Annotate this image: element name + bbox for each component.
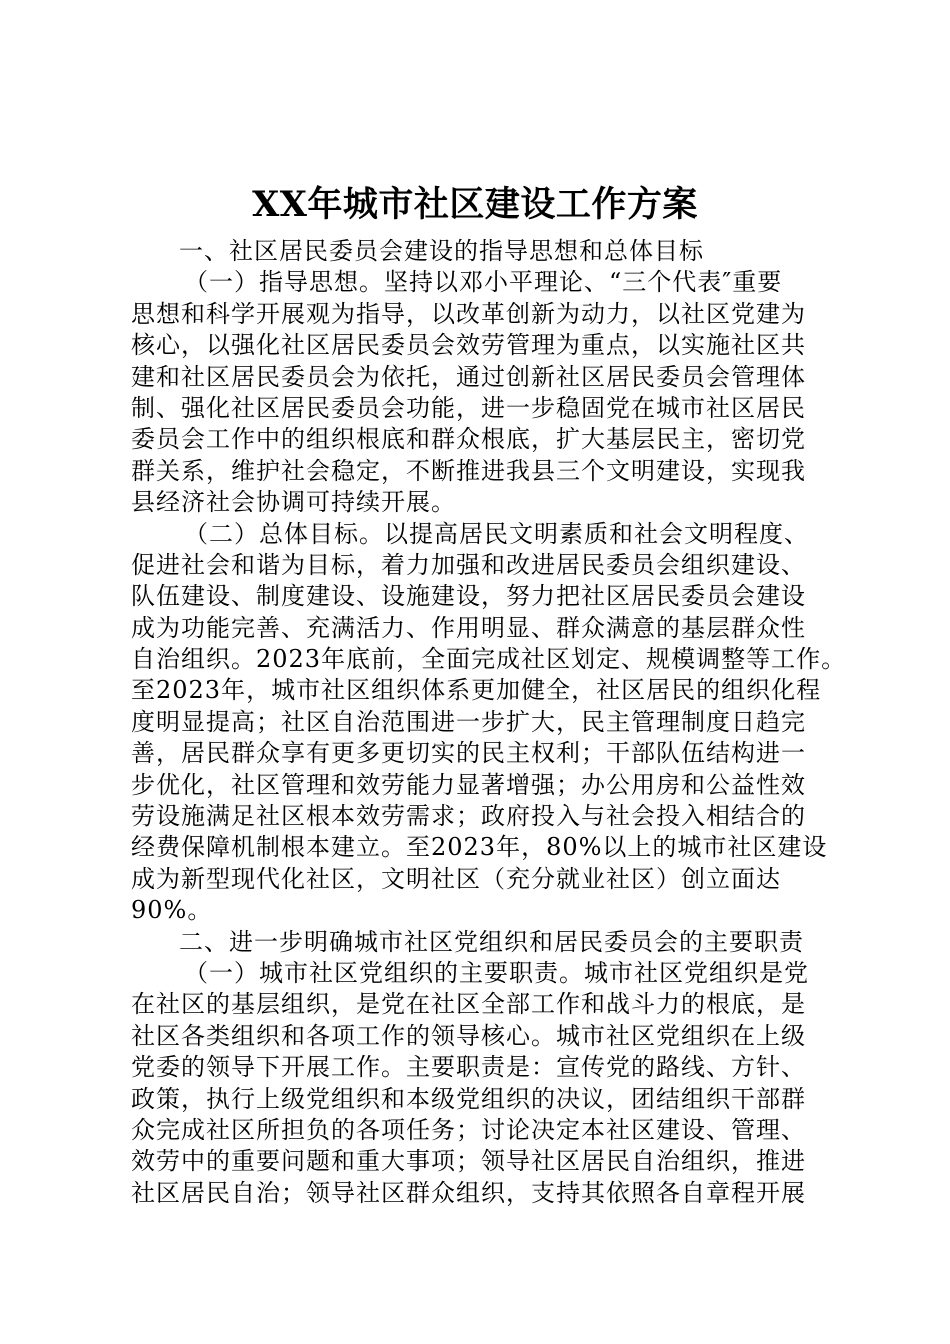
paragraph-line: 核心，以强化社区居民委员会效劳管理为重点，以实施社区共 bbox=[131, 331, 806, 360]
paragraph-line: 效劳中的重要问题和重大事项；领导社区居民自治组织，推进 bbox=[131, 1147, 806, 1176]
paragraph-line: （一）指导思想。坚持以邓小平理论、“三个代表″重要 bbox=[184, 268, 783, 297]
paragraph-line: （一）城市社区党组织的主要职责。城市社区党组织是党 bbox=[184, 958, 809, 987]
paragraph-line: 度明显提高；社区自治范围进一步扩大，民主管理制度日趋完 bbox=[131, 707, 806, 736]
paragraph-line: 促进社会和谐为目标，着力加强和改进居民委员会组织建设、 bbox=[131, 550, 806, 579]
paragraph-line: 步优化，社区管理和效劳能力显著增强；办公用房和公益性效 bbox=[131, 770, 806, 799]
paragraph-line: 劳设施满足社区根本效劳需求；政府投入与社会投入相结合的 bbox=[131, 802, 806, 831]
paragraph-line: 在社区的基层组织，是党在社区全部工作和战斗力的根底，是 bbox=[131, 990, 806, 1019]
document-title: XX年城市社区建设工作方案 bbox=[252, 184, 698, 225]
paragraph-line: （二）总体目标。以提高居民文明素质和社会文明程度、 bbox=[184, 519, 809, 548]
paragraph-line: 政策，执行上级党组织和本级党组织的决议，团结组织干部群 bbox=[131, 1084, 806, 1113]
paragraph-line: 群关系，维护社会稳定，不断推进我县三个文明建设，实现我 bbox=[131, 456, 806, 485]
paragraph-line: 委员会工作中的组织根底和群众根底，扩大基层民主，密切党 bbox=[131, 425, 806, 454]
paragraph-line: 队伍建设、制度建设、设施建设，努力把社区居民委员会建设 bbox=[131, 582, 806, 611]
paragraph-line: 社区居民自治；领导社区群众组织，支持其依照各自章程开展 bbox=[131, 1178, 806, 1207]
document-body bbox=[131, 236, 847, 1209]
section-heading: 一、社区居民委员会建设的指导思想和总体目标 bbox=[179, 237, 704, 265]
paragraph-line: 众完成社区所担负的各项任务；讨论决定本社区建设、管理、 bbox=[131, 1115, 806, 1144]
paragraph-line: 90%。 bbox=[131, 896, 213, 925]
section-heading: 二、进一步明确城市社区党组织和居民委员会的主要职责 bbox=[179, 927, 804, 956]
paragraph-line: 善，居民群众享有更多更切实的民主权利；干部队伍结构进一 bbox=[131, 739, 806, 768]
paragraph-line: 制、强化社区居民委员会功能，进一步稳固党在城市社区居民 bbox=[131, 393, 806, 422]
paragraph-line: 建和社区居民委员会为依托，通过创新社区居民委员会管理体 bbox=[131, 362, 806, 391]
paragraph-line: 经费保障机制根本建立。至2023年，80%以上的城市社区建设 bbox=[131, 833, 828, 862]
paragraph-line: 至2023年，城市社区组织体系更加健全，社区居民的组织化程 bbox=[131, 676, 822, 705]
paragraph-line: 成为新型现代化社区，文明社区（充分就业社区）创立面达 bbox=[131, 864, 781, 893]
paragraph-line: 成为功能完善、充满活力、作用明显、群众满意的基层群众性 bbox=[131, 613, 806, 642]
paragraph-line: 党委的领导下开展工作。主要职责是：宣传党的路线、方针、 bbox=[131, 1053, 806, 1082]
paragraph-line: 社区各类组织和各项工作的领导核心。城市社区党组织在上级 bbox=[131, 1021, 806, 1050]
paragraph-line: 自治组织。2023年底前，全面完成社区划定、规模调整等工作。 bbox=[131, 645, 847, 674]
paragraph-line: 县经济社会协调可持续开展。 bbox=[131, 488, 456, 517]
paragraph-line: 思想和科学开展观为指导，以改革创新为动力，以社区党建为 bbox=[131, 299, 806, 328]
